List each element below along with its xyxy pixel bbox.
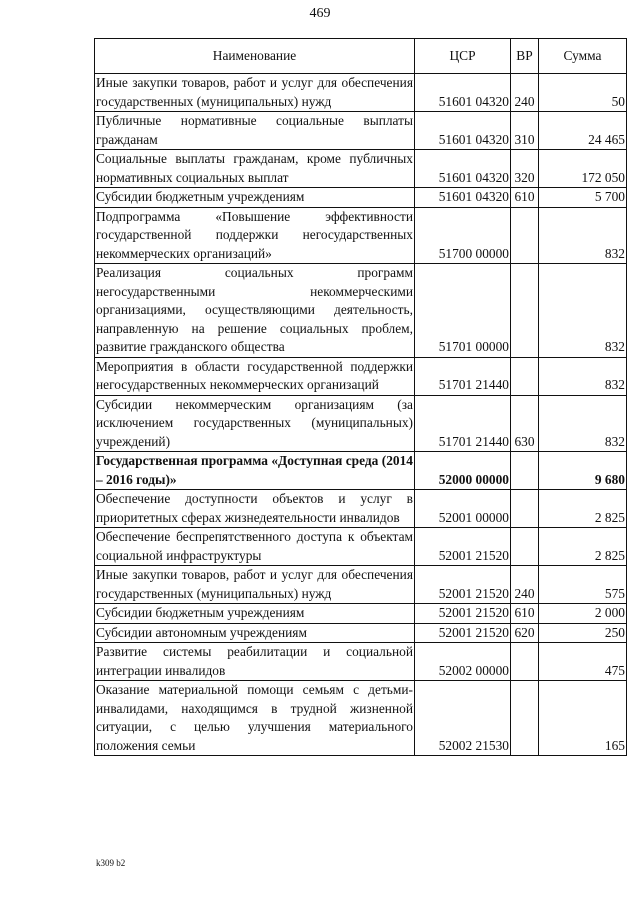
table-row	[95, 112, 627, 150]
table-row	[95, 74, 627, 112]
table-row	[95, 188, 627, 208]
row-sum-cell: 832	[539, 264, 627, 358]
row-vr-cell: 320	[511, 150, 539, 188]
table-row	[95, 264, 627, 358]
header-name: Наименование	[95, 39, 415, 74]
row-vr-cell	[511, 207, 539, 264]
row-name-cell: Оказание материальной помощи семьям с детьми-инвалидами, находящимся в трудной жизненной ситуации, с целью улучшения материального положения семьи	[95, 681, 415, 756]
row-name-cell: Государственная программа «Доступная среда (2014 – 2016 годы)»	[95, 452, 415, 490]
row-vr-cell	[511, 490, 539, 528]
budget-table	[94, 38, 627, 756]
row-sum-cell: 2 825	[539, 490, 627, 528]
row-sum-cell: 832	[539, 395, 627, 452]
row-sum-cell: 832	[539, 207, 627, 264]
row-sum-cell: 24 465	[539, 112, 627, 150]
page-number: 469	[309, 6, 331, 21]
row-name-cell: Субсидии бюджетным учреждениям	[95, 604, 415, 624]
row-sum-cell: 50	[539, 74, 627, 112]
table-row	[95, 604, 627, 624]
table-row	[95, 395, 627, 452]
row-name-cell: Иные закупки товаров, работ и услуг для обеспечения государственных (муниципальных) нужд	[95, 74, 415, 112]
row-name-cell: Иные закупки товаров, работ и услуг для обеспечения государственных (муниципальных) нужд	[95, 566, 415, 604]
table-row	[95, 452, 627, 490]
row-csr-cell: 52001 21520	[415, 604, 511, 624]
row-sum-cell: 165	[539, 681, 627, 756]
row-name-cell: Социальные выплаты гражданам, кроме публичных нормативных социальных выплат	[95, 150, 415, 188]
row-name-cell: Обеспечение доступности объектов и услуг в приоритетных сферах жизнедеятельности инвалидов	[95, 490, 415, 528]
row-csr-cell: 51701 00000	[415, 264, 511, 358]
row-name-cell: Субсидии бюджетным учреждениям	[95, 188, 415, 208]
row-vr-cell: 310	[511, 112, 539, 150]
row-vr-cell	[511, 357, 539, 395]
row-vr-cell: 240	[511, 566, 539, 604]
table-row	[95, 623, 627, 643]
row-sum-cell: 575	[539, 566, 627, 604]
row-vr-cell: 630	[511, 395, 539, 452]
row-vr-cell: 620	[511, 623, 539, 643]
table-row	[95, 490, 627, 528]
row-vr-cell	[511, 643, 539, 681]
row-name-cell: Мероприятия в области государственной поддержки негосударственных некоммерческих организаций	[95, 357, 415, 395]
row-csr-cell: 52002 00000	[415, 643, 511, 681]
row-csr-cell: 52001 21520	[415, 566, 511, 604]
row-csr-cell: 51601 04320	[415, 74, 511, 112]
row-csr-cell: 52001 21520	[415, 528, 511, 566]
header-sum: Сумма	[539, 39, 627, 74]
header-csr: ЦСР	[415, 39, 511, 74]
row-vr-cell	[511, 528, 539, 566]
row-csr-cell: 51701 21440	[415, 395, 511, 452]
row-sum-cell: 2 000	[539, 604, 627, 624]
row-name-cell: Подпрограмма «Повышение эффективности государственной поддержки негосударственных некоммерческих организаций»	[95, 207, 415, 264]
row-vr-cell: 610	[511, 604, 539, 624]
table-row	[95, 566, 627, 604]
table-row	[95, 150, 627, 188]
row-name-cell: Публичные нормативные социальные выплаты гражданам	[95, 112, 415, 150]
row-sum-cell: 250	[539, 623, 627, 643]
row-sum-cell: 2 825	[539, 528, 627, 566]
row-sum-cell: 9 680	[539, 452, 627, 490]
table-row	[95, 643, 627, 681]
row-name-cell: Обеспечение беспрепятственного доступа к объектам социальной инфраструктуры	[95, 528, 415, 566]
table-body	[95, 74, 627, 756]
table-row	[95, 681, 627, 756]
row-csr-cell: 52001 21520	[415, 623, 511, 643]
table-header-row	[95, 39, 627, 74]
row-csr-cell: 51701 21440	[415, 357, 511, 395]
row-vr-cell: 610	[511, 188, 539, 208]
row-csr-cell: 52000 00000	[415, 452, 511, 490]
row-csr-cell: 52001 00000	[415, 490, 511, 528]
row-sum-cell: 475	[539, 643, 627, 681]
row-name-cell: Субсидии автономным учреждениям	[95, 623, 415, 643]
row-name-cell: Развитие системы реабилитации и социальной интеграции инвалидов	[95, 643, 415, 681]
row-vr-cell	[511, 681, 539, 756]
table-row	[95, 357, 627, 395]
row-csr-cell: 51601 04320	[415, 188, 511, 208]
row-csr-cell: 51601 04320	[415, 150, 511, 188]
row-csr-cell: 52002 21530	[415, 681, 511, 756]
row-vr-cell	[511, 264, 539, 358]
footer-code: k309 b2	[96, 858, 126, 868]
row-sum-cell: 172 050	[539, 150, 627, 188]
row-sum-cell: 832	[539, 357, 627, 395]
row-name-cell: Субсидии некоммерческим организациям (за исключением государственных (муниципальных) учреждений)	[95, 395, 415, 452]
table-row	[95, 207, 627, 264]
table-row	[95, 528, 627, 566]
row-csr-cell: 51700 00000	[415, 207, 511, 264]
row-vr-cell	[511, 452, 539, 490]
header-vr: ВР	[511, 39, 539, 74]
row-sum-cell: 5 700	[539, 188, 627, 208]
row-vr-cell: 240	[511, 74, 539, 112]
row-name-cell: Реализация социальных программ негосударственными некоммерческими организациями, осуществляющими деятельность, направленную на решение социальных проблем, развитие гражданского общества	[95, 264, 415, 358]
row-csr-cell: 51601 04320	[415, 112, 511, 150]
